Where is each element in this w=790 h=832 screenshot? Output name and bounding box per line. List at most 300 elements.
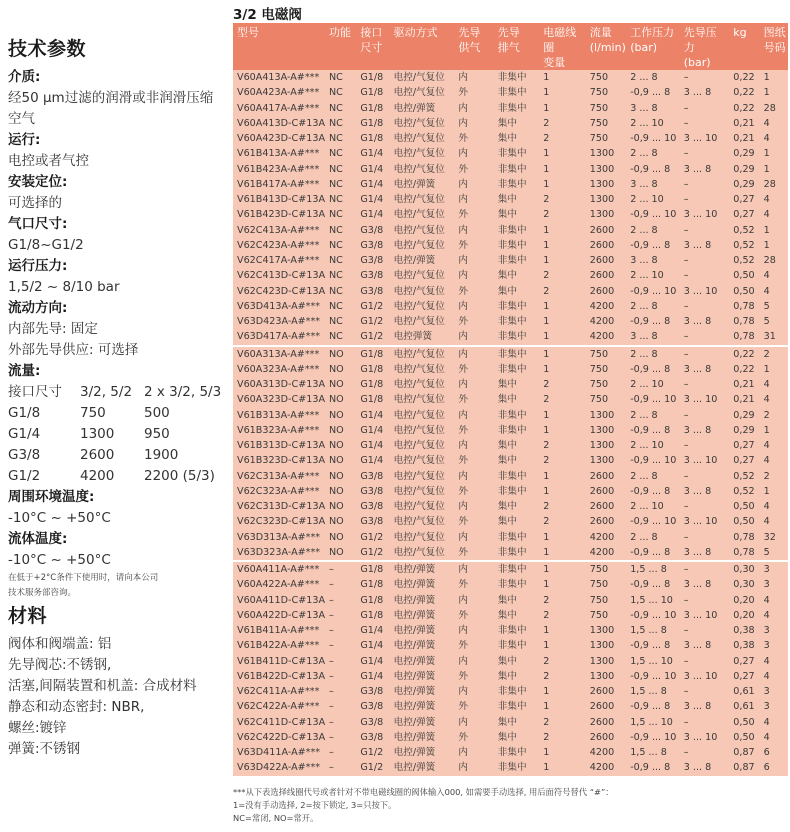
table-row bbox=[233, 715, 788, 730]
table-cell: V63D323A-A#*** bbox=[233, 545, 325, 561]
table-cell: 1300 bbox=[586, 638, 626, 653]
table-cell: 非集中 bbox=[494, 146, 539, 161]
table-cell: G1/2 bbox=[356, 530, 389, 545]
table-cell: 2 ... 10 bbox=[626, 268, 680, 283]
table-cell: 1 bbox=[539, 299, 586, 314]
table-cell: 非集中 bbox=[494, 253, 539, 268]
param-value: 内部先导: 固定 bbox=[8, 321, 98, 337]
table-cell: 0,21 bbox=[729, 377, 759, 392]
column-header-line1: 工作压力 bbox=[630, 26, 675, 39]
table-cell: 外 bbox=[454, 423, 493, 438]
material-item: 弹簧:不锈钢 bbox=[8, 741, 81, 757]
table-cell: 集中 bbox=[494, 514, 539, 529]
table-cell: 3 bbox=[760, 623, 788, 638]
table-row bbox=[233, 623, 788, 638]
table-cell: 非集中 bbox=[494, 162, 539, 177]
table-cell: 电控/弹簧 bbox=[390, 715, 455, 730]
table-cell: V62C411A-A#*** bbox=[233, 684, 325, 699]
table-cell: V61B323D-C#13A bbox=[233, 453, 325, 468]
table-cell: 1 bbox=[760, 70, 788, 85]
table-cell: 4 bbox=[760, 499, 788, 514]
table-cell: 750 bbox=[586, 101, 626, 116]
table-cell: G1/8 bbox=[356, 101, 389, 116]
table-row bbox=[233, 654, 788, 669]
ambient-temp-label: 周围环境温度: bbox=[8, 489, 95, 505]
table-cell: 2600 bbox=[586, 223, 626, 238]
table-cell: 1 bbox=[539, 177, 586, 192]
table-row bbox=[233, 745, 788, 760]
table-cell: 集中 bbox=[494, 392, 539, 407]
table-cell: 非集中 bbox=[494, 469, 539, 484]
table-cell: 电控/弹簧 bbox=[390, 730, 455, 745]
table-cell: 电控/弹簧 bbox=[390, 760, 455, 775]
table-cell: 2 bbox=[539, 608, 586, 623]
table-cell: – bbox=[325, 684, 356, 699]
table-cell: NC bbox=[325, 131, 356, 146]
table-cell: 外 bbox=[454, 392, 493, 407]
table-cell: NC bbox=[325, 116, 356, 131]
table-cell: 电控/气复位 bbox=[390, 146, 455, 161]
table-cell: – bbox=[680, 192, 730, 207]
table-cell: 1300 bbox=[586, 423, 626, 438]
table-row bbox=[233, 299, 788, 314]
column-header-line2: 变量 bbox=[543, 56, 566, 69]
table-cell: 电控/气复位 bbox=[390, 377, 455, 392]
column-header-line1: 驱动方式 bbox=[393, 26, 438, 39]
table-cell: 1 bbox=[539, 684, 586, 699]
table-cell: 4 bbox=[760, 131, 788, 146]
table-cell: 内 bbox=[454, 101, 493, 116]
table-cell: 电控/气复位 bbox=[390, 453, 455, 468]
table-cell: 4 bbox=[760, 438, 788, 453]
column-header-line1: 型号 bbox=[237, 26, 259, 39]
table-cell: 3 ... 8 bbox=[680, 362, 730, 377]
table-row bbox=[233, 499, 788, 514]
table-cell: 外 bbox=[454, 608, 493, 623]
table-cell: G3/8 bbox=[356, 684, 389, 699]
table-cell: 3 ... 10 bbox=[680, 392, 730, 407]
table-cell: NC bbox=[325, 284, 356, 299]
table-cell: 电控/弹簧 bbox=[390, 561, 455, 577]
table-cell: 2 bbox=[760, 469, 788, 484]
table-cell: 0,21 bbox=[729, 116, 759, 131]
table-row bbox=[233, 730, 788, 745]
table-cell: 4 bbox=[760, 608, 788, 623]
table-cell: 28 bbox=[760, 177, 788, 192]
table-row bbox=[233, 329, 788, 345]
table-cell: 3 ... 8 bbox=[680, 760, 730, 775]
table-cell: 0,21 bbox=[729, 392, 759, 407]
table-row bbox=[233, 85, 788, 100]
table-cell: 2 bbox=[539, 715, 586, 730]
table-cell: 4 bbox=[760, 669, 788, 684]
table-row bbox=[233, 760, 788, 775]
table-row bbox=[233, 346, 788, 362]
table-cell: 电控/气复位 bbox=[390, 362, 455, 377]
table-cell: 2 ... 8 bbox=[626, 146, 680, 161]
table-cell: 1 bbox=[539, 362, 586, 377]
table-row bbox=[233, 70, 788, 85]
table-cell: 内 bbox=[454, 408, 493, 423]
table-cell: – bbox=[325, 699, 356, 714]
table-cell: 4 bbox=[760, 715, 788, 730]
table-cell: NO bbox=[325, 469, 356, 484]
table-cell: 电控/弹簧 bbox=[390, 177, 455, 192]
table-row bbox=[233, 146, 788, 161]
table-cell: 1300 bbox=[586, 207, 626, 222]
table-cell: V63D417A-A#*** bbox=[233, 329, 325, 345]
table-cell: – bbox=[680, 593, 730, 608]
table-cell: G1/4 bbox=[356, 638, 389, 653]
ambient-temp-value: -10°C ~ +50°C bbox=[8, 510, 111, 526]
table-cell: – bbox=[680, 253, 730, 268]
table-cell: 外 bbox=[454, 131, 493, 146]
flow-label: 流量: bbox=[8, 363, 41, 379]
table-cell: 非集中 bbox=[494, 561, 539, 577]
table-cell: 集中 bbox=[494, 669, 539, 684]
table-cell: 1 bbox=[539, 85, 586, 100]
table-cell: 3 bbox=[760, 638, 788, 653]
table-row bbox=[233, 484, 788, 499]
table-cell: 0,30 bbox=[729, 577, 759, 592]
fluid-temp-label: 流体温度: bbox=[8, 531, 68, 547]
flow-cell: G1/4 bbox=[8, 426, 41, 442]
table-cell: 非集中 bbox=[494, 699, 539, 714]
table-cell: 750 bbox=[586, 116, 626, 131]
table-cell: 2 bbox=[539, 377, 586, 392]
table-cell: 3 ... 10 bbox=[680, 669, 730, 684]
table-cell: – bbox=[680, 177, 730, 192]
table-cell: 0,29 bbox=[729, 408, 759, 423]
table-cell: – bbox=[680, 70, 730, 85]
table-cell: 28 bbox=[760, 253, 788, 268]
table-cell: 3 ... 10 bbox=[680, 207, 730, 222]
table-cell: V60A411D-C#13A bbox=[233, 593, 325, 608]
table-cell: 31 bbox=[760, 329, 788, 345]
table-cell: 电控/气复位 bbox=[390, 545, 455, 561]
table-cell: 2 bbox=[539, 730, 586, 745]
table-cell: 集中 bbox=[494, 207, 539, 222]
table-cell: NC bbox=[325, 177, 356, 192]
column-header bbox=[626, 23, 680, 70]
table-cell: – bbox=[680, 408, 730, 423]
param-label: 气口尺寸: bbox=[8, 216, 68, 232]
table-cell: 2 bbox=[539, 438, 586, 453]
table-cell: 4200 bbox=[586, 299, 626, 314]
column-header-line1: kg bbox=[733, 26, 747, 39]
table-cell: V62C411D-C#13A bbox=[233, 715, 325, 730]
table-cell: 2600 bbox=[586, 484, 626, 499]
table-cell: 0,78 bbox=[729, 545, 759, 561]
table-cell: 非集中 bbox=[494, 684, 539, 699]
table-cell: G1/4 bbox=[356, 669, 389, 684]
table-cell: V60A423A-A#*** bbox=[233, 85, 325, 100]
table-cell: 集中 bbox=[494, 593, 539, 608]
table-cell: 内 bbox=[454, 438, 493, 453]
table-cell: 4 bbox=[760, 593, 788, 608]
table-cell: 集中 bbox=[494, 438, 539, 453]
table-row bbox=[233, 469, 788, 484]
table-cell: 2600 bbox=[586, 730, 626, 745]
table-row bbox=[233, 268, 788, 283]
table-row bbox=[233, 377, 788, 392]
table-cell: 集中 bbox=[494, 131, 539, 146]
table-cell: 0,22 bbox=[729, 346, 759, 362]
table-cell: 集中 bbox=[494, 268, 539, 283]
table-header-row bbox=[233, 23, 788, 70]
table-cell: 电控/弹簧 bbox=[390, 101, 455, 116]
table-cell: 4200 bbox=[586, 530, 626, 545]
table-cell: 内 bbox=[454, 499, 493, 514]
table-cell: 0,38 bbox=[729, 638, 759, 653]
table-cell: 内 bbox=[454, 223, 493, 238]
table-cell: V61B313A-A#*** bbox=[233, 408, 325, 423]
table-cell: 1,5 ... 8 bbox=[626, 561, 680, 577]
table-cell: 非集中 bbox=[494, 101, 539, 116]
table-cell: 6 bbox=[760, 760, 788, 775]
table-cell: – bbox=[680, 268, 730, 283]
table-cell: G1/2 bbox=[356, 329, 389, 345]
table-cell: 内 bbox=[454, 70, 493, 85]
table-cell: -0,9 ... 10 bbox=[626, 392, 680, 407]
table-cell: NO bbox=[325, 362, 356, 377]
table-cell: V60A423D-C#13A bbox=[233, 131, 325, 146]
flow-header-cell: 2 x 3/2, 5/3 bbox=[144, 384, 222, 400]
column-header bbox=[494, 23, 539, 70]
table-cell: -0,9 ... 10 bbox=[626, 730, 680, 745]
table-cell: 3 ... 8 bbox=[680, 638, 730, 653]
table-cell: 0,20 bbox=[729, 608, 759, 623]
param-label: 运行压力: bbox=[8, 258, 68, 274]
table-cell: 电控/弹簧 bbox=[390, 608, 455, 623]
table-cell: 3 ... 8 bbox=[680, 238, 730, 253]
table-row bbox=[233, 438, 788, 453]
table-cell: – bbox=[680, 377, 730, 392]
table-row bbox=[233, 238, 788, 253]
table-cell: V62C313D-C#13A bbox=[233, 499, 325, 514]
table-cell: 内 bbox=[454, 654, 493, 669]
table-cell: 电控/气复位 bbox=[390, 530, 455, 545]
table-cell: NC bbox=[325, 238, 356, 253]
table-cell: G3/8 bbox=[356, 699, 389, 714]
table-cell: G3/8 bbox=[356, 238, 389, 253]
table-cell: 内 bbox=[454, 346, 493, 362]
table-cell: – bbox=[680, 223, 730, 238]
column-header bbox=[454, 23, 493, 70]
table-cell: – bbox=[680, 684, 730, 699]
table-cell: V61B413A-A#*** bbox=[233, 146, 325, 161]
table-row bbox=[233, 530, 788, 545]
table-cell: NO bbox=[325, 438, 356, 453]
table-cell: 外 bbox=[454, 362, 493, 377]
table-cell: NC bbox=[325, 253, 356, 268]
table-cell: 750 bbox=[586, 362, 626, 377]
table-cell: 4 bbox=[760, 392, 788, 407]
table-cell: 2600 bbox=[586, 699, 626, 714]
table-cell: 4 bbox=[760, 116, 788, 131]
table-cell: 电控/弹簧 bbox=[390, 638, 455, 653]
flow-cell: G1/2 bbox=[8, 468, 41, 484]
table-cell: 1 bbox=[539, 760, 586, 775]
table-cell: NO bbox=[325, 514, 356, 529]
table-cell: V62C417A-A#*** bbox=[233, 253, 325, 268]
table-cell: – bbox=[680, 715, 730, 730]
table-cell: 1 bbox=[539, 253, 586, 268]
table-cell: -0,9 ... 8 bbox=[626, 760, 680, 775]
table-cell: 3 ... 10 bbox=[680, 131, 730, 146]
table-cell: V60A417A-A#*** bbox=[233, 101, 325, 116]
table-cell: 0,27 bbox=[729, 654, 759, 669]
table-cell: 非集中 bbox=[494, 423, 539, 438]
table-cell: – bbox=[325, 730, 356, 745]
table-cell: 1 bbox=[539, 530, 586, 545]
table-cell: 电控/气复位 bbox=[390, 223, 455, 238]
param-value: 可选择的 bbox=[8, 195, 62, 211]
table-cell: 1300 bbox=[586, 669, 626, 684]
table-cell: 外 bbox=[454, 453, 493, 468]
table-cell: 4200 bbox=[586, 314, 626, 329]
table-cell: G1/2 bbox=[356, 745, 389, 760]
table-cell: 750 bbox=[586, 577, 626, 592]
column-header-line2: (l/min) bbox=[589, 41, 626, 54]
table-cell: 4200 bbox=[586, 545, 626, 561]
table-cell: 非集中 bbox=[494, 484, 539, 499]
table-cell: 0,50 bbox=[729, 268, 759, 283]
table-cell: 非集中 bbox=[494, 329, 539, 345]
table-cell: NO bbox=[325, 408, 356, 423]
table-row bbox=[233, 177, 788, 192]
table-cell: 2 bbox=[539, 131, 586, 146]
table-cell: 0,52 bbox=[729, 484, 759, 499]
table-cell: 电控/弹簧 bbox=[390, 654, 455, 669]
table-cell: 3 ... 8 bbox=[680, 85, 730, 100]
table-cell: V60A422D-C#13A bbox=[233, 608, 325, 623]
table-cell: 0,52 bbox=[729, 238, 759, 253]
table-cell: 外 bbox=[454, 207, 493, 222]
table-cell: 3 ... 8 bbox=[680, 577, 730, 592]
table-cell: 电控/气复位 bbox=[390, 408, 455, 423]
table-cell: 1 bbox=[539, 469, 586, 484]
table-cell: 0,61 bbox=[729, 684, 759, 699]
flow-cell: 750 bbox=[80, 405, 106, 421]
table-cell: – bbox=[680, 329, 730, 345]
table-cell: 28 bbox=[760, 101, 788, 116]
table-cell: 0,87 bbox=[729, 760, 759, 775]
table-cell: -0,9 ... 10 bbox=[626, 284, 680, 299]
table-cell: 2600 bbox=[586, 284, 626, 299]
table-cell: 电控/弹簧 bbox=[390, 699, 455, 714]
fluid-temp-note: 技术服务部咨询。 bbox=[8, 588, 77, 598]
table-cell: 4 bbox=[760, 730, 788, 745]
section-title-materials: 材料 bbox=[8, 605, 48, 627]
table-cell: -0,9 ... 8 bbox=[626, 314, 680, 329]
table-cell: 1300 bbox=[586, 623, 626, 638]
table-cell: 外 bbox=[454, 162, 493, 177]
column-header bbox=[390, 23, 455, 70]
table-cell: 4200 bbox=[586, 760, 626, 775]
table-row bbox=[233, 253, 788, 268]
table-cell: NC bbox=[325, 223, 356, 238]
table-cell: NC bbox=[325, 268, 356, 283]
table-cell: 4200 bbox=[586, 329, 626, 345]
table-cell: G1/8 bbox=[356, 577, 389, 592]
table-cell: 0,27 bbox=[729, 192, 759, 207]
table-cell: 非集中 bbox=[494, 362, 539, 377]
table-cell: 1 bbox=[539, 561, 586, 577]
table-cell: 2 ... 10 bbox=[626, 499, 680, 514]
table-cell: 0,50 bbox=[729, 284, 759, 299]
table-cell: G3/8 bbox=[356, 499, 389, 514]
table-cell: 1 bbox=[760, 85, 788, 100]
table-cell: -0,9 ... 10 bbox=[626, 608, 680, 623]
table-cell: 电控/弹簧 bbox=[390, 745, 455, 760]
table-cell: 0,87 bbox=[729, 745, 759, 760]
table-row bbox=[233, 453, 788, 468]
table-cell: – bbox=[325, 760, 356, 775]
table-cell: 2600 bbox=[586, 268, 626, 283]
table-cell: 电控/气复位 bbox=[390, 70, 455, 85]
table-cell: 集中 bbox=[494, 654, 539, 669]
table-cell: – bbox=[680, 654, 730, 669]
table-cell: 0,29 bbox=[729, 177, 759, 192]
table-cell: 外 bbox=[454, 699, 493, 714]
table-cell: 2600 bbox=[586, 715, 626, 730]
table-cell: G3/8 bbox=[356, 268, 389, 283]
footnote-line: ***从下表选择线圈代号或者针对不带电磁线圈的阀体输入000, 如需要手动选择, 用后面符号替代 “#”： bbox=[233, 787, 614, 797]
table-row bbox=[233, 699, 788, 714]
table-cell: – bbox=[680, 101, 730, 116]
table-cell: NO bbox=[325, 530, 356, 545]
table-cell: 750 bbox=[586, 608, 626, 623]
table-cell: 1 bbox=[539, 577, 586, 592]
table-cell: V63D413A-A#*** bbox=[233, 299, 325, 314]
table-cell: 750 bbox=[586, 131, 626, 146]
table-cell: 3 bbox=[760, 699, 788, 714]
table-cell: G1/4 bbox=[356, 438, 389, 453]
table-cell: V61B411D-C#13A bbox=[233, 654, 325, 669]
table-cell: – bbox=[680, 438, 730, 453]
table-cell: 1 bbox=[539, 101, 586, 116]
table-cell: NC bbox=[325, 162, 356, 177]
table-cell: 1300 bbox=[586, 177, 626, 192]
table-cell: 1300 bbox=[586, 654, 626, 669]
table-cell: 1 bbox=[539, 238, 586, 253]
table-cell: G1/2 bbox=[356, 760, 389, 775]
material-item: 先导阀芯:不锈钢, bbox=[8, 657, 112, 673]
table-cell: V61B422A-A#*** bbox=[233, 638, 325, 653]
table-cell: 电控/弹簧 bbox=[390, 593, 455, 608]
table-cell: – bbox=[325, 593, 356, 608]
table-cell: 集中 bbox=[494, 192, 539, 207]
flow-cell: 2200 (5/3) bbox=[144, 468, 215, 484]
table-cell: 非集中 bbox=[494, 545, 539, 561]
table-cell: 内 bbox=[454, 116, 493, 131]
table-cell: 0,20 bbox=[729, 593, 759, 608]
table-row bbox=[233, 392, 788, 407]
table-cell: 0,27 bbox=[729, 438, 759, 453]
column-header-line1: 流量 bbox=[589, 26, 612, 39]
table-cell: 2 ... 8 bbox=[626, 299, 680, 314]
table-cell: 2600 bbox=[586, 514, 626, 529]
param-label: 流动方向: bbox=[8, 300, 68, 316]
table-cell: 1300 bbox=[586, 453, 626, 468]
table-cell: 1300 bbox=[586, 162, 626, 177]
table-cell: G1/4 bbox=[356, 623, 389, 638]
table-row bbox=[233, 423, 788, 438]
flow-cell: 2600 bbox=[80, 447, 115, 463]
table-cell: G1/8 bbox=[356, 593, 389, 608]
table-cell: 2600 bbox=[586, 238, 626, 253]
